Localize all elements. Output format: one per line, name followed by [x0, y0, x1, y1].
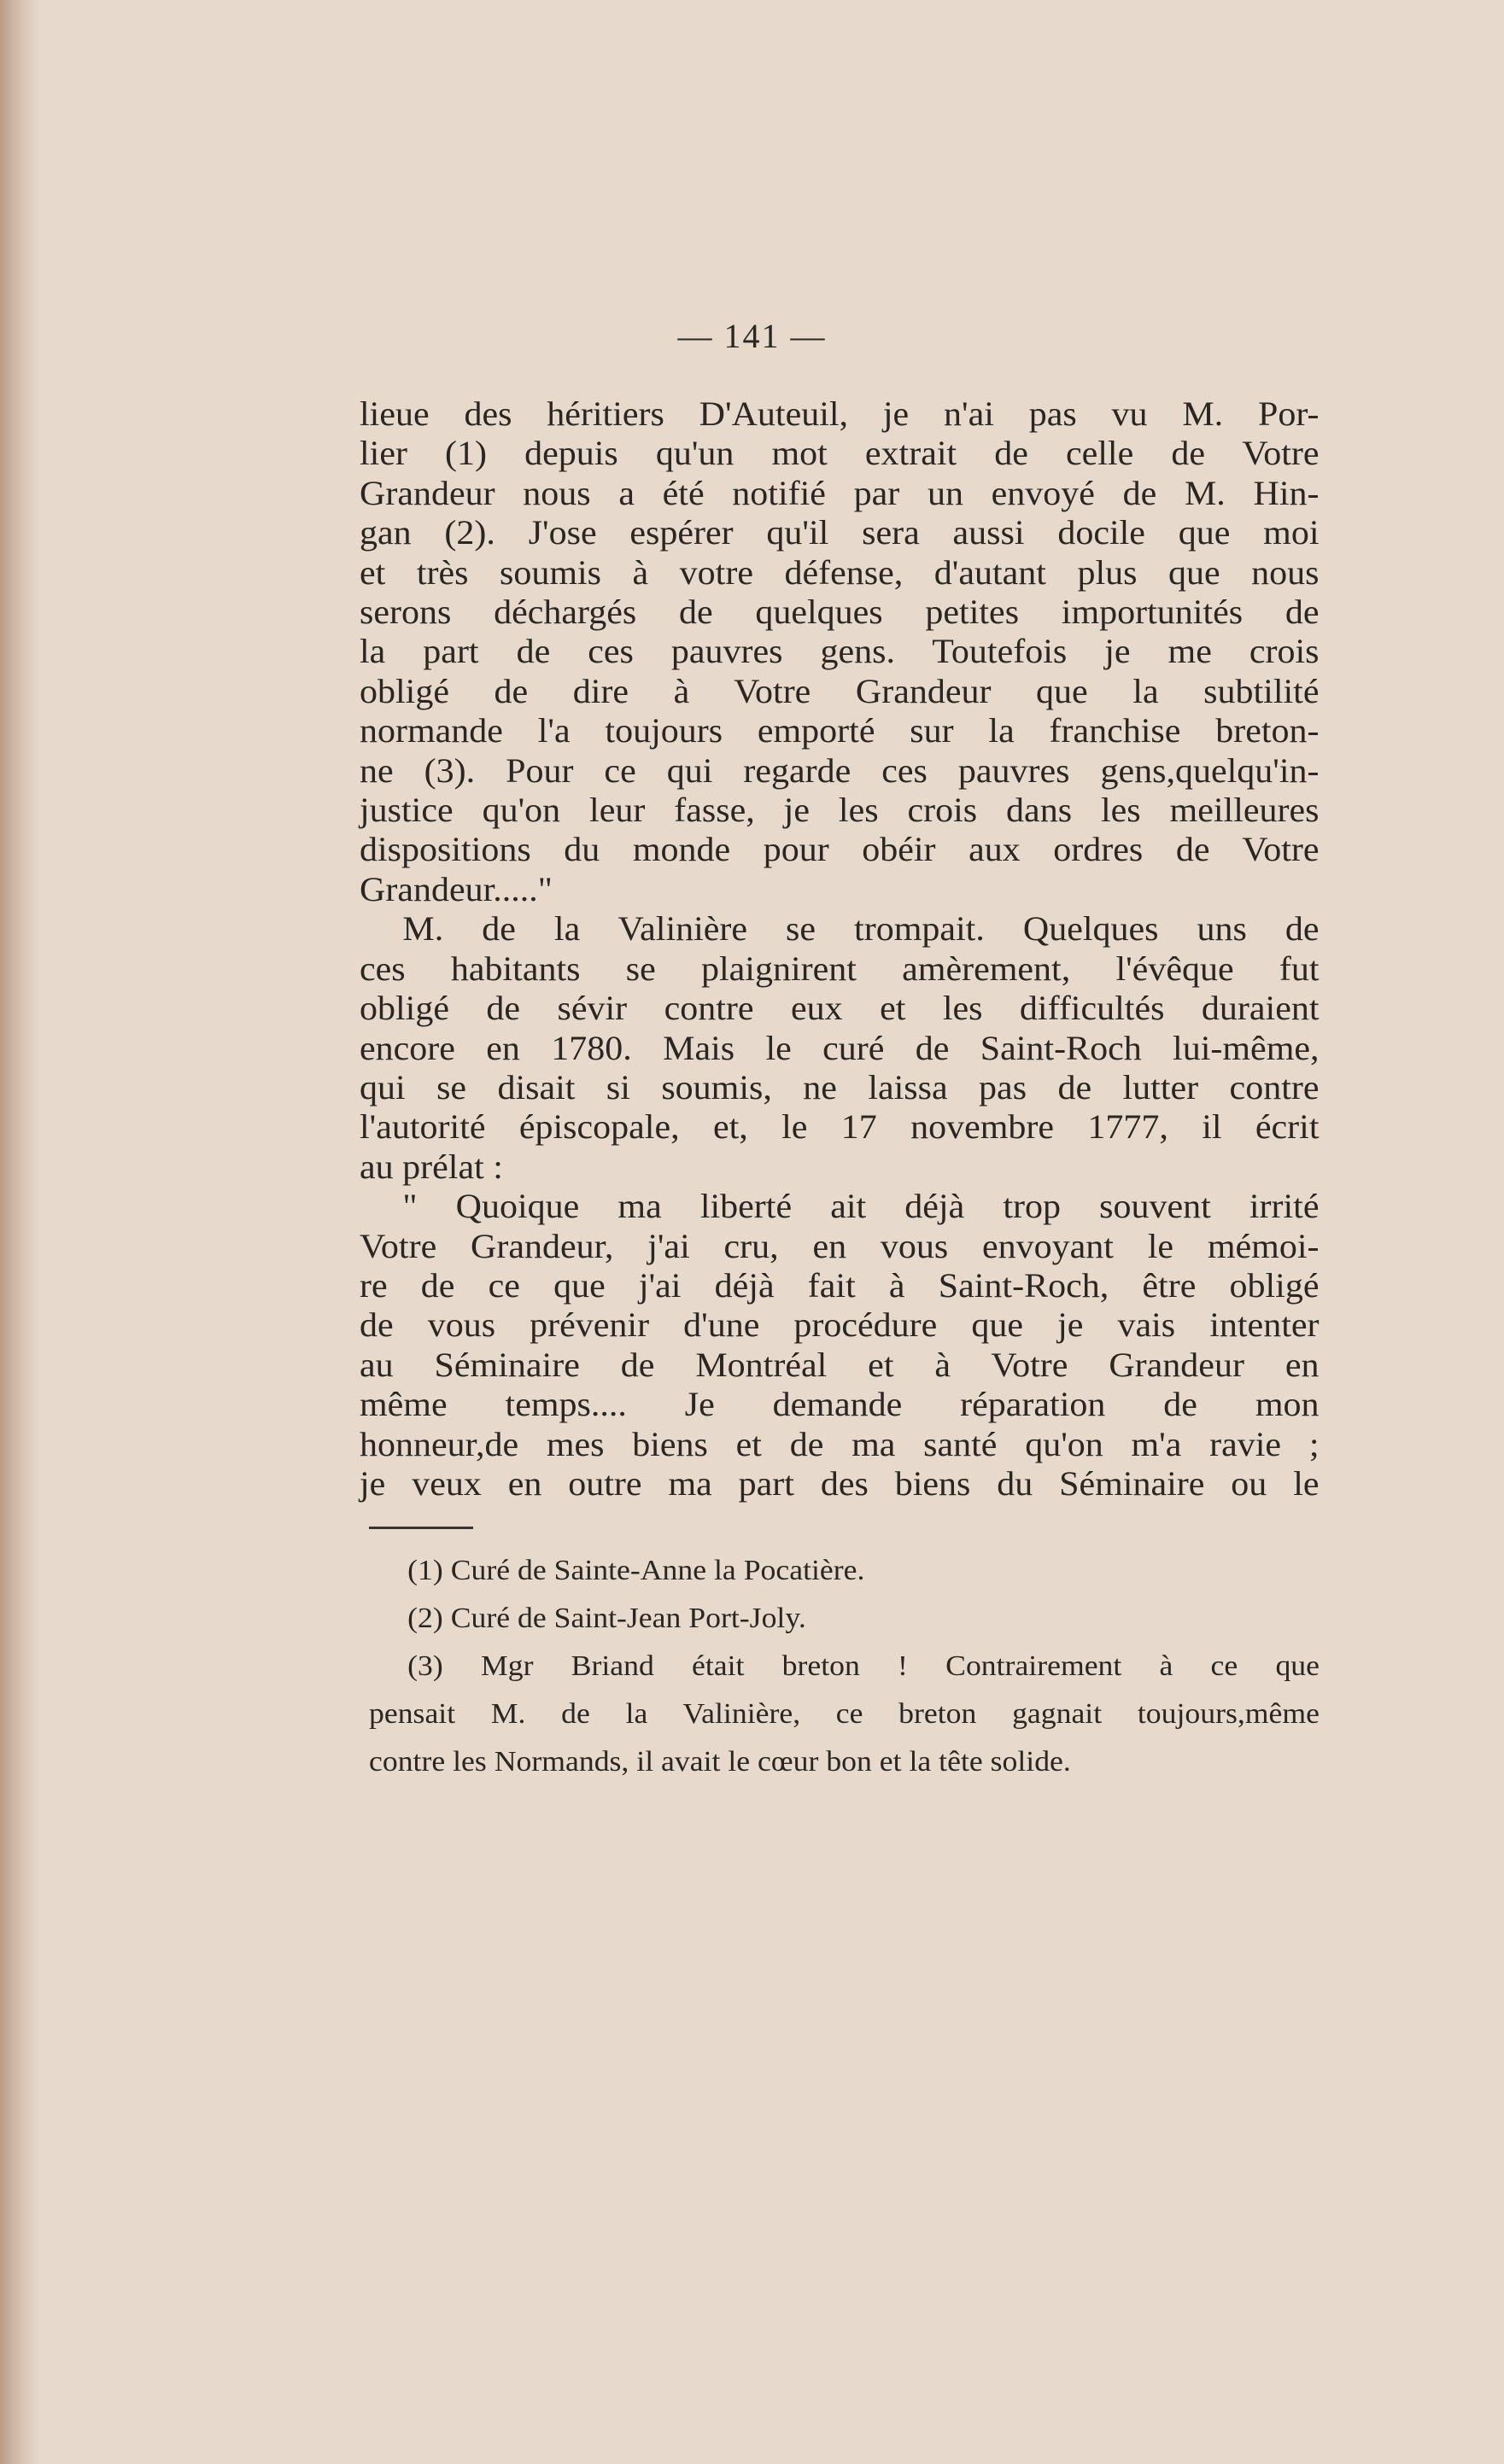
body-line: dispositions du monde pour obéir aux ordres de Votre — [360, 830, 1320, 869]
body-line: normande l'a toujours emporté sur la franchise breton- — [360, 711, 1320, 750]
body-line: lieue des héritiers D'Auteuil, je n'ai pas vu M. Por- — [360, 394, 1320, 433]
body-line: obligé de sévir contre eux et les difficultés duraient — [360, 989, 1320, 1028]
body-line: Grandeur....." — [360, 869, 553, 908]
footnote-1: (1) Curé de Sainte-Anne la Pocatière. — [407, 1555, 865, 1586]
body-line: obligé de dire à Votre Grandeur que la subtilité — [360, 671, 1320, 710]
footnotes — [369, 1547, 1320, 1786]
page-binding-edge — [0, 0, 39, 2464]
footnote-2: (2) Curé de Saint-Jean Port-Joly. — [407, 1603, 806, 1634]
footnote-3-line-2: pensait M. de la Valinière, ce breton gagnait toujours,même — [369, 1698, 1320, 1730]
body-line: gan (2). J'ose espérer qu'il sera aussi docile que moi — [360, 513, 1320, 552]
body-line: serons déchargés de quelques petites importunités de — [360, 593, 1320, 632]
body-line: je veux en outre ma part des biens du Séminaire ou le — [360, 1463, 1320, 1503]
body-line: lier (1) depuis qu'un mot extrait de celle de Votre — [360, 434, 1320, 473]
body-line: et très soumis à votre défense, d'autant plus que nous — [360, 552, 1320, 592]
body-text — [360, 394, 1320, 1504]
page-number: — 141 — — [677, 317, 827, 355]
footnote-3-line-1: (3) Mgr Briand était breton ! Contrairement à ce que — [407, 1650, 1320, 1682]
body-line: même temps.... Je demande réparation de mon — [360, 1385, 1320, 1424]
footnote-divider — [369, 1527, 473, 1529]
body-line: ne (3). Pour ce qui regarde ces pauvres gens,quelqu'in- — [360, 750, 1320, 790]
body-line: au prélat : — [360, 1147, 503, 1186]
body-line: honneur,de mes biens et de ma santé qu'on m'a ravie ; — [360, 1424, 1320, 1463]
body-line: Votre Grandeur, j'ai cru, en vous envoyant le mémoi- — [360, 1226, 1320, 1265]
body-line: justice qu'on leur fasse, je les crois dans les meilleures — [360, 791, 1320, 830]
body-line: re de ce que j'ai déjà fait à Saint-Roch, être obligé — [360, 1265, 1320, 1305]
footnote-3-line-3: contre les Normands, il avait le cœur bon et la tête solide. — [369, 1746, 1071, 1778]
body-line: encore en 1780. Mais le curé de Saint-Roch lui-même, — [360, 1028, 1320, 1067]
body-line: la part de ces pauvres gens. Toutefois je me crois — [360, 632, 1320, 671]
body-line: l'autorité épiscopale, et, le 17 novembre 1777, il écrit — [360, 1107, 1320, 1147]
body-line: M. de la Valinière se trompait. Quelques uns de — [402, 909, 1320, 949]
body-line: Grandeur nous a été notifié par un envoyé de M. Hin- — [360, 473, 1320, 512]
body-line: de vous prévenir d'une procédure que je vais intenter — [360, 1305, 1320, 1345]
body-line: au Séminaire de Montréal et à Votre Grandeur en — [360, 1345, 1320, 1384]
body-line: qui se disait si soumis, ne laissa pas de lutter contre — [360, 1067, 1320, 1106]
body-line: " Quoique ma liberté ait déjà trop souvent irrité — [402, 1187, 1320, 1226]
body-line: ces habitants se plaignirent amèrement, l'évêque fut — [360, 949, 1320, 988]
